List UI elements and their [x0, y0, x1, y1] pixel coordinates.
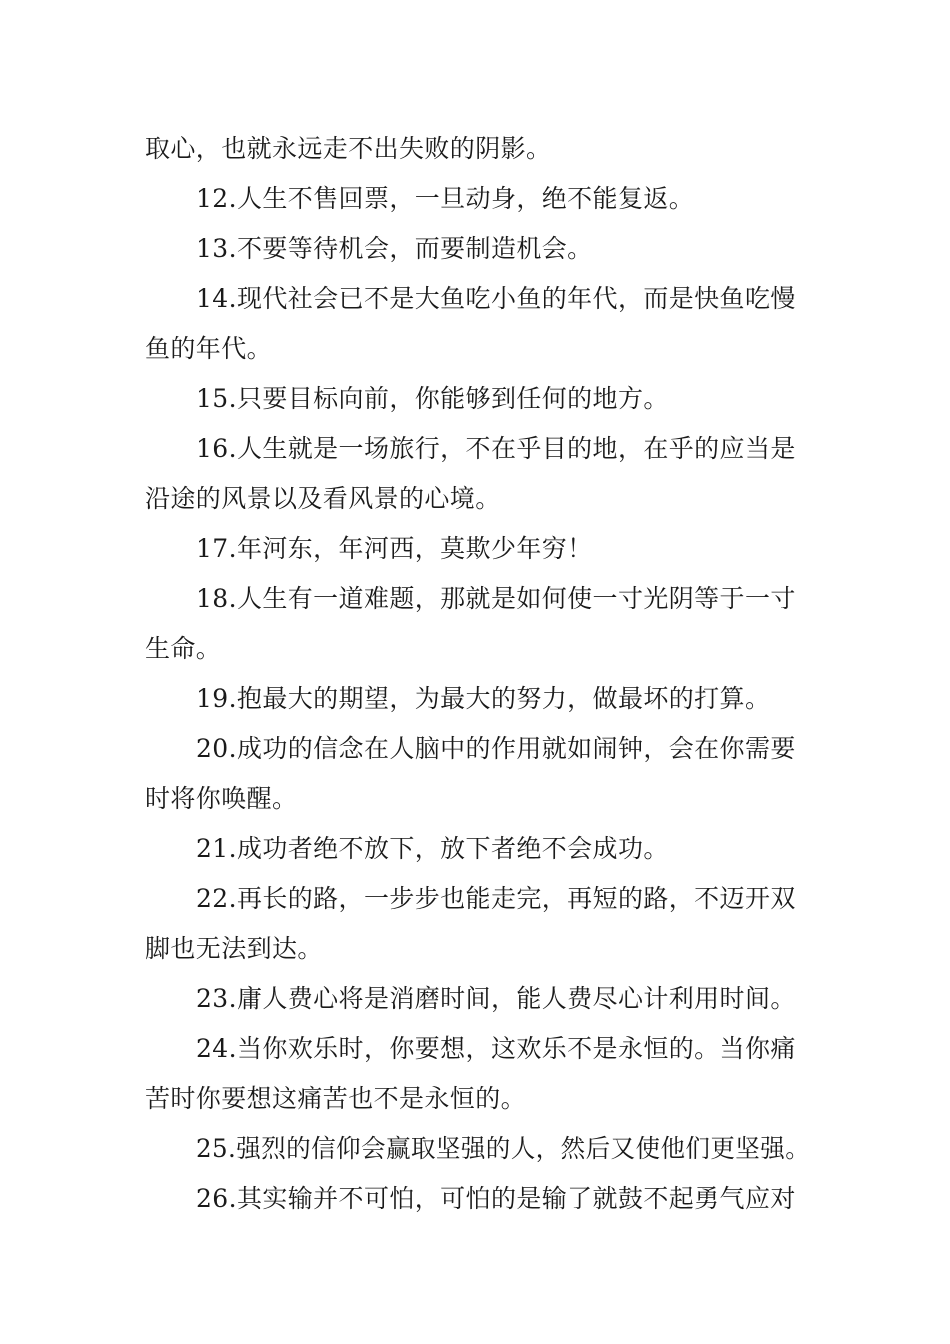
- text-line: 取心，也就永远走不出失败的阴影。: [145, 134, 552, 163]
- text-line: 鱼的年代。: [145, 334, 273, 363]
- text-line: 生命。: [145, 634, 222, 663]
- text-line: 16.人生就是一场旅行，不在乎目的地，在乎的应当是: [196, 434, 796, 463]
- text-line: 17.年河东，年河西，莫欺少年穷！: [196, 534, 593, 563]
- text-line: 20.成功的信念在人脑中的作用就如闹钟，会在你需要: [196, 734, 796, 763]
- text-line: 21.成功者绝不放下，放下者绝不会成功。: [196, 834, 669, 863]
- text-line: 13.不要等待机会，而要制造机会。: [196, 234, 593, 263]
- text-line: 15.只要目标向前，你能够到任何的地方。: [196, 384, 669, 413]
- text-line: 沿途的风景以及看风景的心境。: [145, 484, 501, 513]
- text-line: 22.再长的路，一步步也能走完，再短的路，不迈开双: [196, 884, 796, 913]
- text-line: 26.其实输并不可怕，可怕的是输了就鼓不起勇气应对: [196, 1184, 796, 1213]
- text-line: 24.当你欢乐时，你要想，这欢乐不是永恒的。当你痛: [196, 1034, 796, 1063]
- text-line: 18.人生有一道难题，那就是如何使一寸光阴等于一寸: [196, 584, 796, 613]
- text-line: 14.现代社会已不是大鱼吃小鱼的年代，而是快鱼吃慢: [196, 284, 796, 313]
- text-line: 时将你唤醒。: [145, 784, 298, 813]
- text-line: 19.抱最大的期望，为最大的努力，做最坏的打算。: [196, 684, 771, 713]
- text-line: 苦时你要想这痛苦也不是永恒的。: [145, 1084, 527, 1113]
- text-line: 25.强烈的信仰会赢取坚强的人，然后又使他们更坚强。: [196, 1134, 811, 1163]
- text-line: 12.人生不售回票，一旦动身，绝不能复返。: [196, 184, 695, 213]
- text-line: 23.庸人费心将是消磨时间，能人费尽心计利用时间。: [196, 984, 796, 1013]
- text-line: 脚也无法到达。: [145, 934, 323, 963]
